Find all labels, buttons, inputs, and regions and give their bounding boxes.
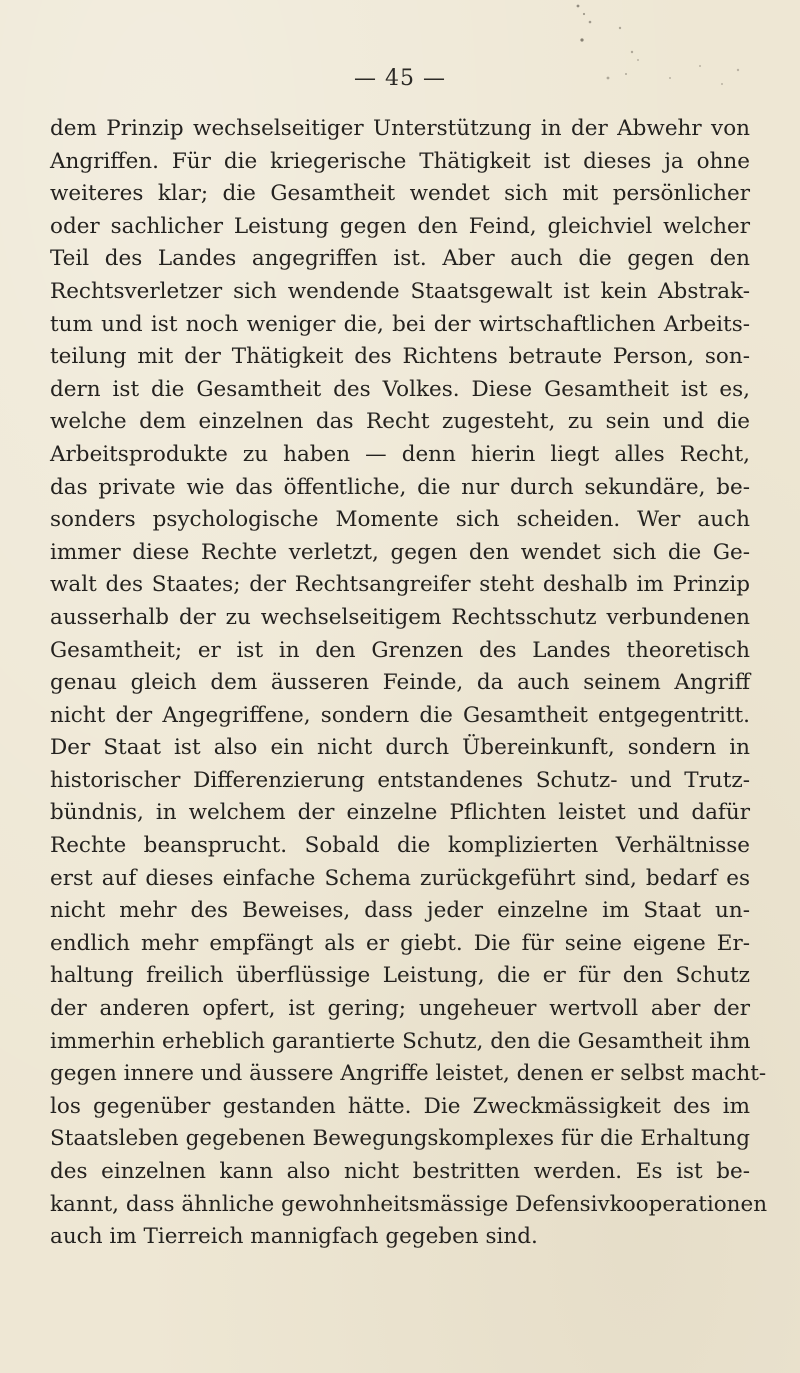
text-line: los gegenüber gestanden hätte. Die Zweckmässigkeit des im [50, 1093, 750, 1119]
text-line: Arbeitsprodukte zu haben — denn hierin liegt alles Recht, [50, 441, 750, 467]
text-line: endlich mehr empfängt als er giebt. Die für seine eigene Er- [50, 930, 750, 956]
text-line: nicht mehr des Beweises, dass jeder einzelne im Staat un- [50, 898, 750, 924]
text-line: sonders psychologische Momente sich scheiden. Wer auch [50, 507, 750, 533]
text-line: welche dem einzelnen das Recht zugesteht, zu sein und die [50, 409, 750, 435]
text-line: Staatsleben gegebenen Bewegungskomplexes für die Erhaltung [50, 1126, 750, 1152]
text-line: immer diese Rechte verletzt, gegen den wendet sich die Ge- [50, 539, 750, 565]
text-line: dem Prinzip wechselseitiger Unterstützung in der Abwehr von [50, 116, 750, 141]
text-line: immerhin erheblich garantierte Schutz, den die Gesamtheit ihm [50, 1028, 751, 1054]
text-line: nicht der Angegriffene, sondern die Gesamtheit entgegentritt. [50, 702, 750, 728]
text-line: Angriffen. Für die kriegerische Thätigkeit ist dieses ja ohne [50, 148, 750, 174]
text-line: Der Staat ist also ein nicht durch Übereinkunft, sondern in [50, 735, 750, 761]
text-line: historischer Differenzierung entstandenes Schutz- und Trutz- [50, 767, 750, 793]
text-line: gegen innere und äussere Angriffe leistet, denen er selbst macht- [50, 1061, 767, 1087]
text-line: genau gleich dem äusseren Feinde, da auch seinem Angriff [50, 670, 750, 696]
page-number: — 45 — [354, 66, 446, 91]
text-line: Gesamtheit; er ist in den Grenzen des Landes theoretisch [50, 637, 750, 663]
text-line: tum und ist noch weniger die, bei der wirtschaftlichen Arbeits- [50, 311, 750, 337]
text-line: dern ist die Gesamtheit des Volkes. Diese Gesamtheit ist es, [50, 376, 750, 402]
text-line: kannt, dass ähnliche gewohnheitsmässige Defensivkooperationen [50, 1191, 768, 1217]
text-line: auch im Tierreich mannigfach gegeben sind. [50, 1224, 538, 1250]
paper-specks [560, 0, 800, 120]
text-line: Teil des Landes angegriffen ist. Aber auch die gegen den [50, 246, 750, 272]
text-line: weiteres klar; die Gesamtheit wendet sich mit persönlicher [50, 181, 750, 207]
text-line: das private wie das öffentliche, die nur durch sekundäre, be- [50, 474, 750, 500]
text-line: walt des Staates; der Rechtsangreifer steht deshalb im Prinzip [50, 572, 750, 598]
text-line: ausserhalb der zu wechselseitigem Rechtsschutz verbundenen [50, 604, 750, 630]
text-line: bündnis, in welchem der einzelne Pflichten leistet und dafür [50, 800, 750, 826]
text-line: Rechtsverletzer sich wendende Staatsgewalt ist kein Abstrak- [50, 278, 750, 304]
body-text [50, 113, 768, 1254]
text-line: oder sachlicher Leistung gegen den Feind, gleichviel welcher [50, 213, 750, 239]
text-line: der anderen opfert, ist gering; ungeheuer wertvoll aber der [50, 996, 750, 1022]
text-line: des einzelnen kann also nicht bestritten werden. Es ist be- [50, 1159, 750, 1184]
text-line: Rechte beansprucht. Sobald die komplizierten Verhältnisse [50, 833, 750, 859]
text-line: teilung mit der Thätigkeit des Richtens betraute Person, son- [50, 344, 750, 370]
text-line: erst auf dieses einfache Schema zurückgeführt sind, bedarf es [50, 865, 750, 891]
text-line: haltung freilich überflüssige Leistung, die er für den Schutz [50, 963, 750, 989]
